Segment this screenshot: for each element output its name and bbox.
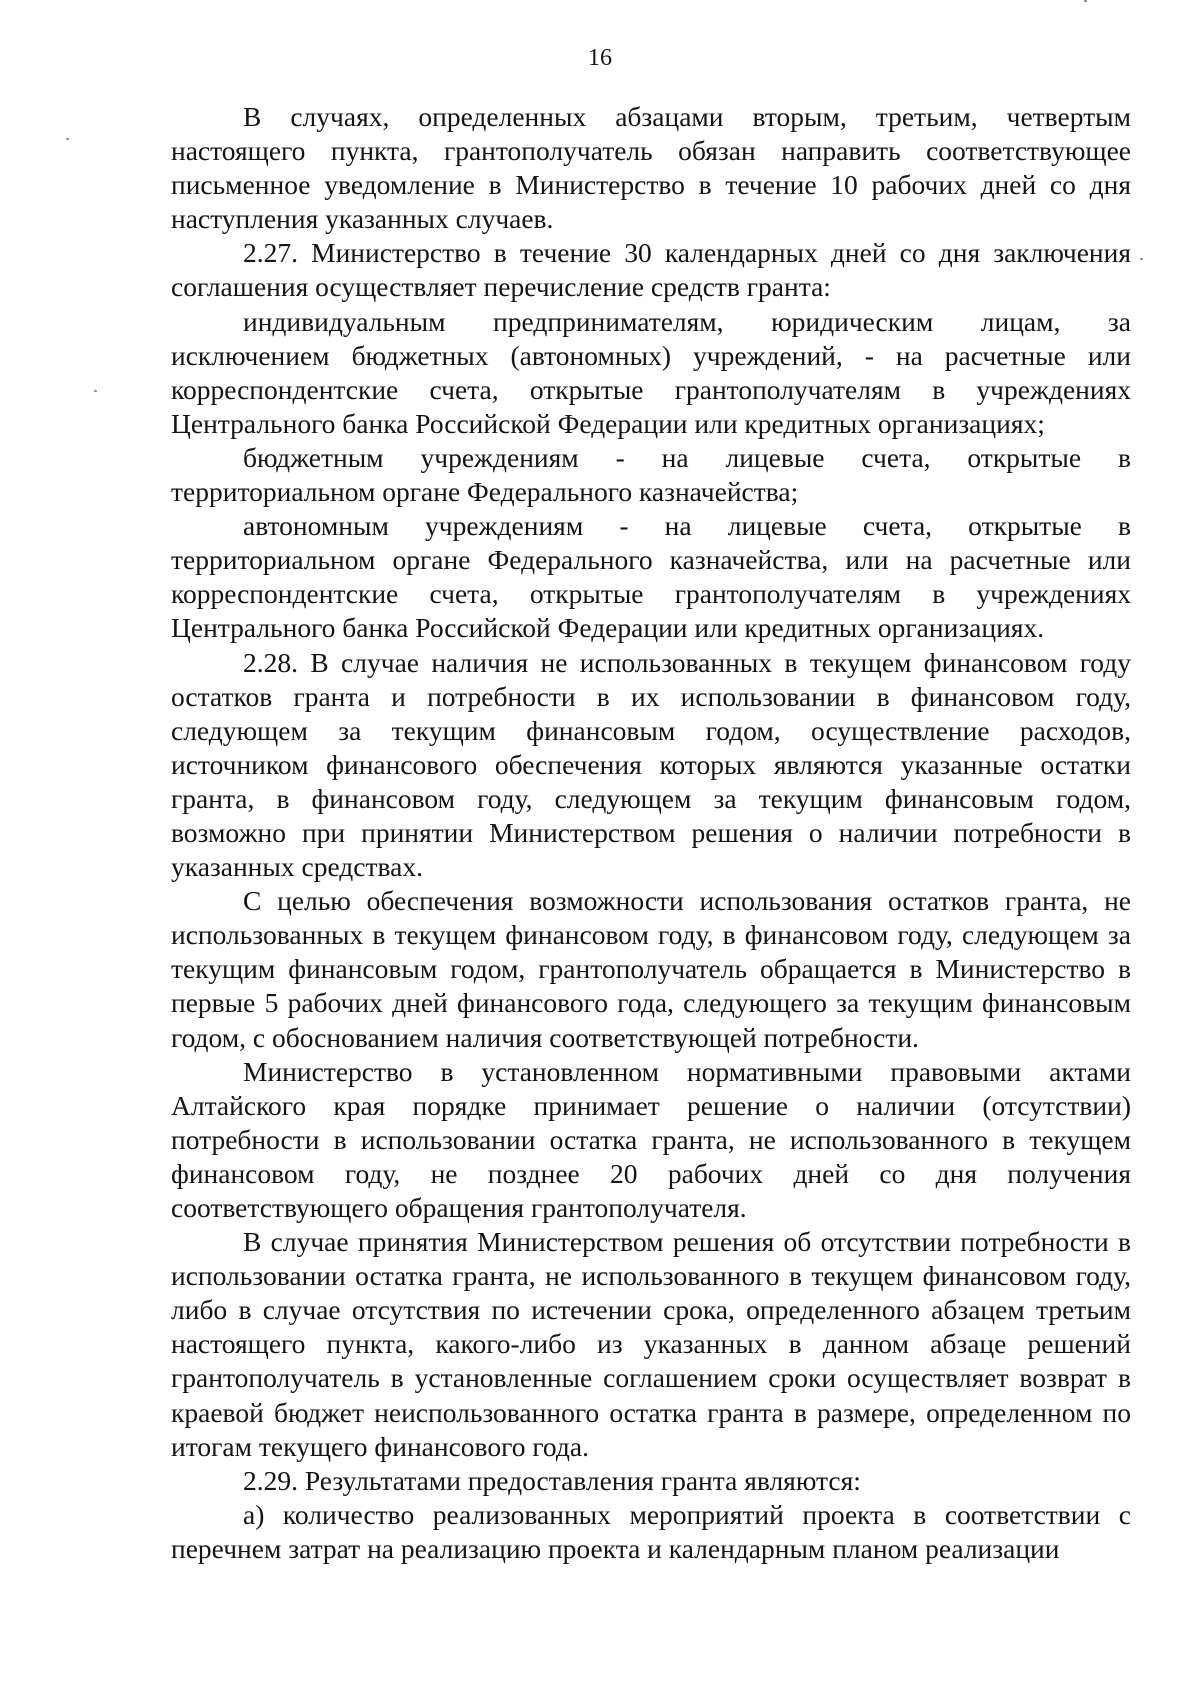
page-number: 16: [588, 45, 612, 71]
paragraph: 2.27. Министерство в течение 30 календарных дней со дня заключения соглашения осуществляет перечисление средств гранта:: [171, 237, 1131, 303]
scan-speck: [66, 138, 69, 140]
scan-speck: [94, 390, 97, 392]
paragraph: индивидуальным предпринимателям, юридическим лицам, за исключением бюджетных (автономных) учреждений, - на расчетные или корреспондентские счета, открытые грантополучателям в учреждениях Центрального банка Российской Федерации или кредитных организациях;: [171, 305, 1131, 439]
paragraph: В случаях, определенных абзацами вторым, третьим, четвертым настоящего пункта, грантополучатель обязан направить соответствующее письменное уведомление в Министерство в течение 10 рабочих дней со дня наступления указанных случаев.: [171, 101, 1131, 235]
paragraph: а) количество реализованных мероприятий проекта в соответствии с перечнем затрат на реализацию проекта и календарным планом реализации: [171, 1498, 1131, 1564]
scan-speck: [1140, 258, 1143, 260]
paragraph: С целью обеспечения возможности использования остатков гранта, не использованных в текущем финансовом году, в финансовом году, следующем за текущим финансовым годом, грантополучатель обращается в Министерство в первые 5 рабочих дней финансового года, следующего за текущим финансовым годом, с обоснованием наличия соответствующей потребности.: [171, 885, 1131, 1053]
paragraph: бюджетным учреждениям - на лицевые счета, открытые в территориальном органе Федерального казначейства;: [171, 441, 1131, 508]
document-body: [171, 100, 1131, 1566]
paragraph: автономным учреждениям - на лицевые счета, открытые в территориальном органе Федерального казначейства, или на расчетные или корреспондентские счета, открытые грантополучателям в учреждениях Центрального банка Российской Федерации или кредитных организациях.: [171, 510, 1131, 644]
paragraph: В случае принятия Министерством решения об отсутствии потребности в использовании остатка гранта, не использованного в текущем финансовом году, либо в случае отсутствия по истечении срока, определенного абзацем третьим настоящего пункта, какого-либо из указанных в данном абзаце решений грантополучатель в установленные соглашением сроки осуществляет возврат в краевой бюджет неиспользованного остатка гранта в размере, определенном по итогам текущего финансового года.: [171, 1226, 1131, 1462]
paragraph: Министерство в установленном нормативными правовыми актами Алтайского края порядке принимает решение о наличии (отсутствии) потребности в использовании остатка гранта, не использованного в текущем финансовом году, не позднее 20 рабочих дней со дня получения соответствующего обращения грантополучателя.: [171, 1055, 1131, 1223]
paragraph: 2.29. Результатами предоставления гранта являются:: [243, 1464, 861, 1496]
paragraph: 2.28. В случае наличия не использованных в текущем финансовом году остатков гранта и потребности в их использовании в финансовом году, следующем за текущим финансовым годом, осуществление расходов, источником финансового обеспечения которых являются указанные остатки гранта, в финансовом году, следующем за текущим финансовым годом, возможно при принятии Министерством решения о наличии потребности в указанных средствах.: [171, 646, 1131, 883]
scan-speck: [1084, 0, 1087, 2]
